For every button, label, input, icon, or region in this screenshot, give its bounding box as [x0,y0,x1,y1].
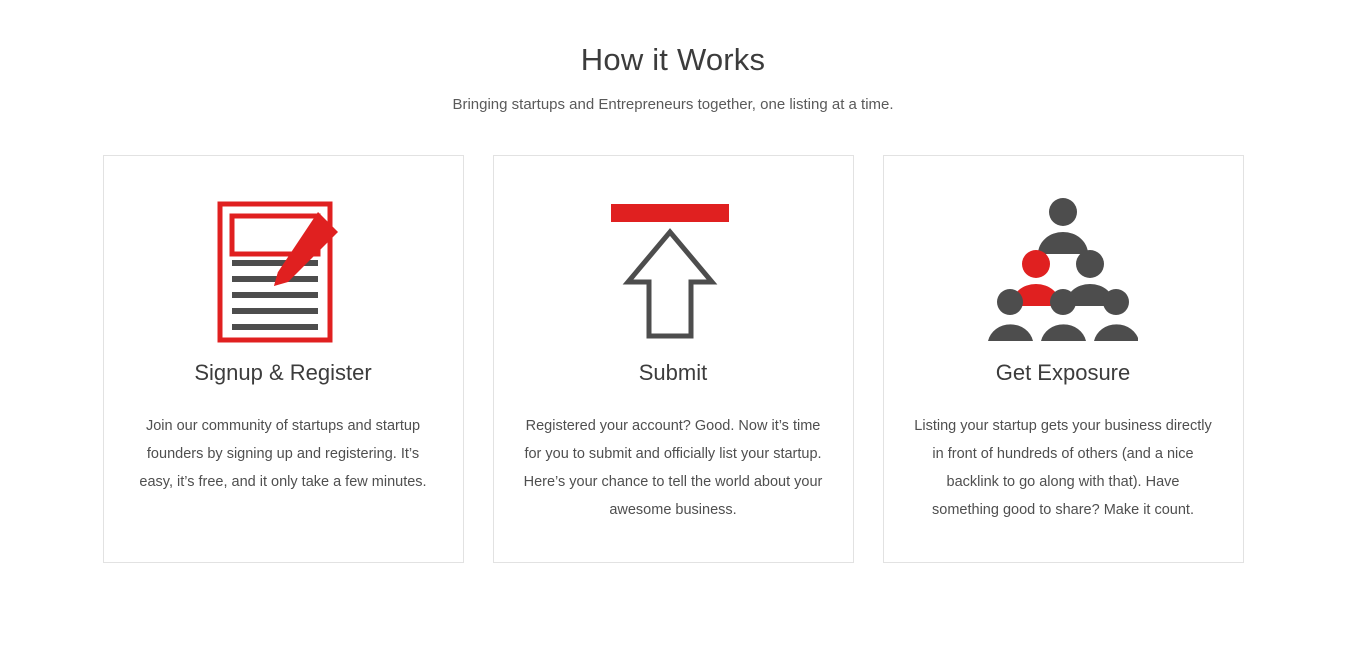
card-text: Registered your account? Good. Now it’s time for you to submit and officially list your startup. Here’s your chance to tell the world about your awesome business. [523,418,823,519]
card-text: Join our community of startups and startup founders by signing up and registering. It’s easy, it’s free, and it only take a few minutes. [139,418,427,491]
document-pencil-icon [208,186,358,356]
card-title: Get Exposure [995,360,1131,386]
page-subtitle: Bringing startups and Entrepreneurs together, one listing at a time. [452,96,894,114]
section-header [0,0,1346,113]
card-text: Listing your startup gets your business directly in front of hundreds of others (and a nice backlink to go along with that). Have something good to share? Make it count. [914,418,1212,519]
page-title: How it Works [580,42,766,77]
people-group-icon [988,186,1138,356]
card-submit [493,155,854,563]
card-title: Submit [638,360,708,386]
cards-container [0,155,1346,563]
upload-arrow-icon [598,186,748,356]
card-title: Signup & Register [194,360,372,386]
card-signup-register [103,155,464,563]
card-get-exposure [883,155,1244,563]
